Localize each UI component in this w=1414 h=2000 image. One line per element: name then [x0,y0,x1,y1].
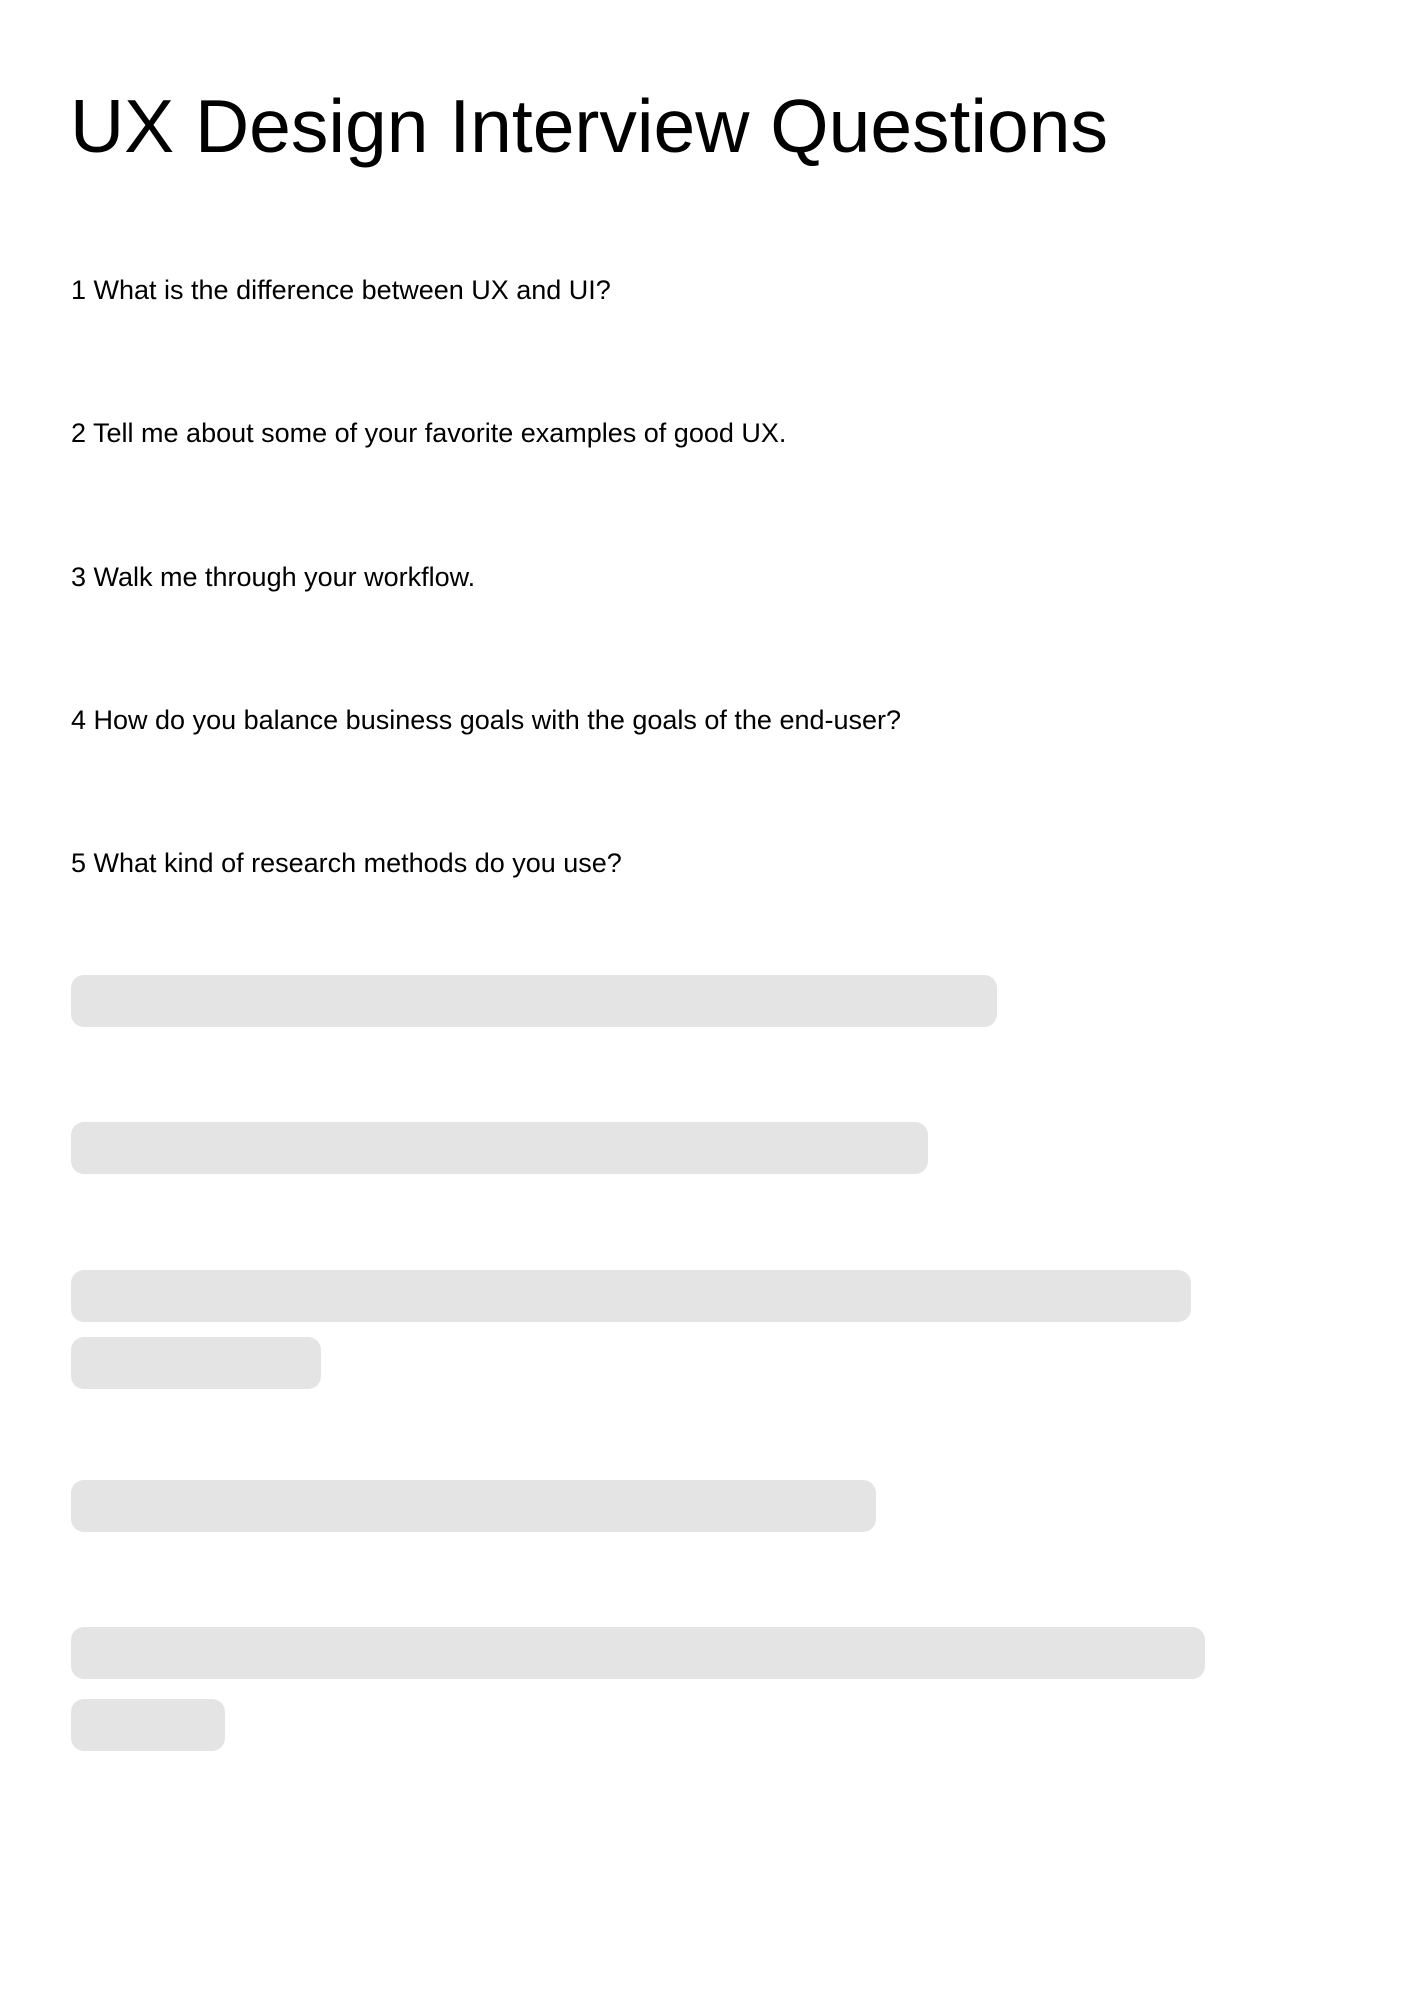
question-4: 4 How do you balance business goals with the goals of the end-user? [71,705,902,735]
redacted-answer-4-line-1 [71,1480,876,1532]
redacted-answer-5-line-2 [71,1699,225,1751]
redacted-answer-1-line-1 [71,975,997,1027]
page-title: UX Design Interview Questions [70,84,1108,168]
question-2: 2 Tell me about some of your favorite examples of good UX. [71,418,787,448]
question-5: 5 What kind of research methods do you use? [71,848,622,878]
question-3: 3 Walk me through your workflow. [71,562,476,592]
redacted-answer-5-line-1 [71,1627,1205,1679]
redacted-answer-3-line-2 [71,1337,321,1389]
redacted-answer-3-line-1 [71,1270,1191,1322]
redacted-answer-2-line-1 [71,1122,928,1174]
question-1: 1 What is the difference between UX and UI? [71,275,611,305]
